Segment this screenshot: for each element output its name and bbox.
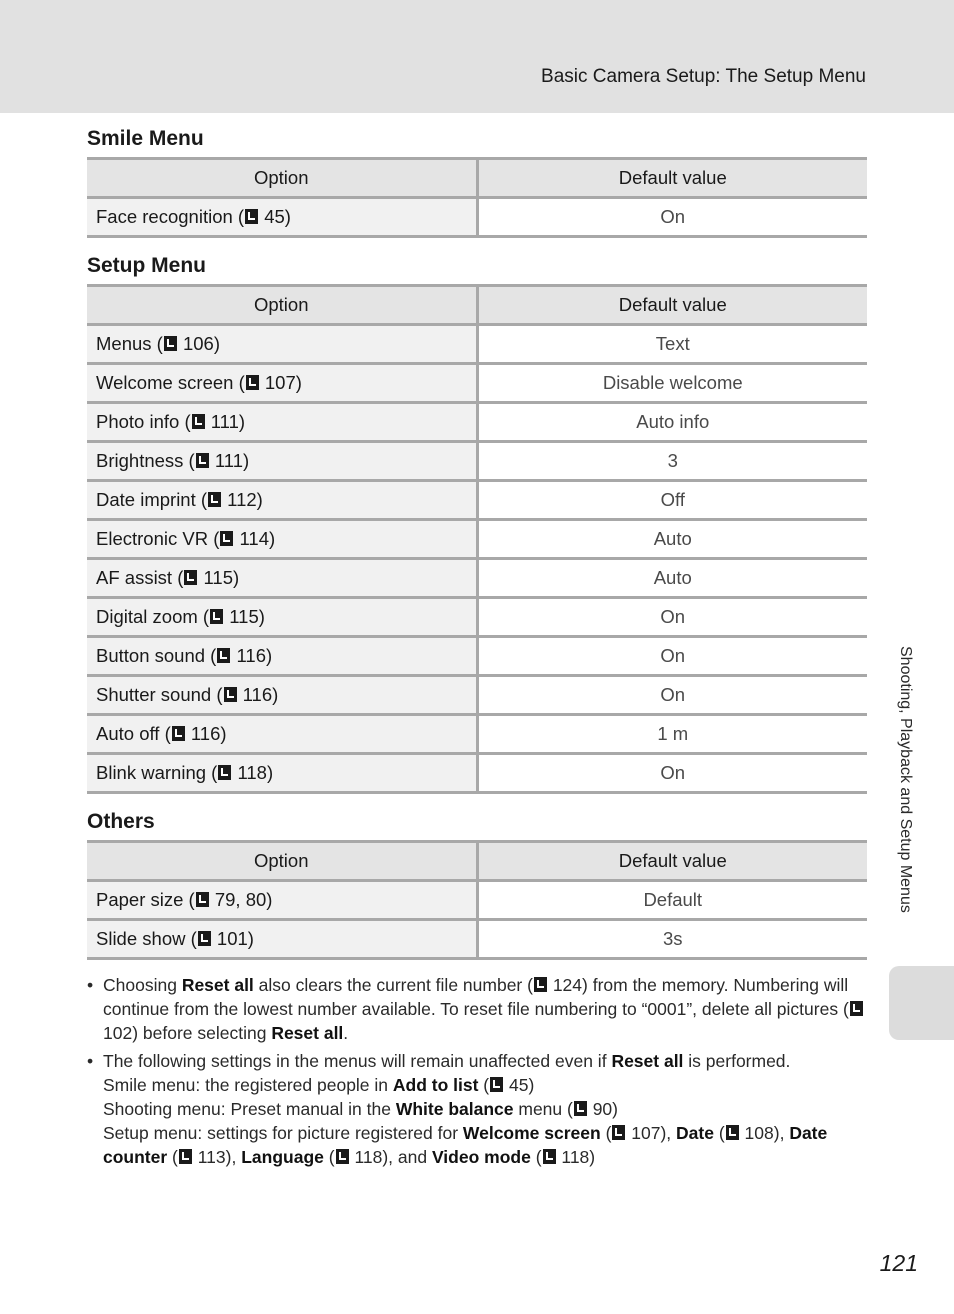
option-label: Shutter sound (: [96, 684, 223, 705]
note-text: Smile menu: the registered people in: [103, 1075, 393, 1095]
page-reference-icon: [224, 687, 237, 702]
page-reference-icon: [543, 1149, 556, 1164]
option-label: Face recognition (: [96, 206, 245, 227]
option-cell: [87, 198, 477, 237]
option-cell: [87, 637, 477, 676]
page-reference: 115): [229, 606, 265, 627]
note-emphasis: Reset all: [611, 1051, 684, 1071]
page-reference-icon: [218, 765, 231, 780]
option-label: Photo info (: [96, 411, 191, 432]
page-reference-icon: [336, 1149, 349, 1164]
page-reference-icon: [179, 1149, 192, 1164]
column-header-default: Default value: [477, 286, 867, 325]
note-emphasis: Add to list: [392, 1075, 479, 1095]
page-reference: 118): [237, 762, 274, 783]
option-label: Brightness (: [96, 450, 195, 471]
page-reference: 116): [236, 645, 273, 666]
option-label: Button sound (: [96, 645, 217, 666]
page-reference: 116): [242, 684, 279, 705]
section-title: Smile Menu: [87, 127, 204, 150]
note-text: Choosing: [103, 975, 182, 995]
page-content: [87, 124, 867, 1173]
option-cell: [87, 715, 477, 754]
note-text: The following settings in the menus will remain unaffected even if: [103, 1051, 612, 1071]
table-row: [87, 598, 867, 637]
note-text: .: [343, 1023, 349, 1043]
page-reference-icon: [198, 931, 211, 946]
note-item: [87, 973, 867, 1045]
table-row: [87, 364, 867, 403]
table-row: [87, 920, 867, 959]
column-header-option: Option: [87, 159, 477, 198]
note-text: menu (: [513, 1099, 573, 1119]
header-band: [0, 0, 954, 113]
page-reference-icon: [164, 336, 177, 351]
default-value-cell: Disable welcome: [477, 364, 867, 403]
note-text: Setup menu: settings for picture registered for: [103, 1123, 463, 1143]
page-reference: 101): [216, 928, 254, 949]
option-label: AF assist (: [96, 567, 184, 588]
page-reference-icon: [184, 570, 197, 585]
page-reference: 111): [210, 411, 246, 432]
note-emphasis: Reset all: [181, 975, 254, 995]
page-reference: 79, 80): [214, 889, 273, 910]
note-text: 90): [587, 1099, 618, 1119]
settings-table: [87, 157, 867, 238]
chapter-side-label: Shooting, Playback and Setup Menus: [897, 646, 914, 913]
page-reference-icon: [192, 414, 205, 429]
column-header-option: Option: [87, 842, 477, 881]
note-text: 118), and: [349, 1147, 432, 1167]
section-title: Setup Menu: [87, 254, 206, 277]
default-value-cell: 3: [477, 442, 867, 481]
note-emphasis: Language: [241, 1147, 324, 1167]
page-reference: 115): [203, 567, 240, 588]
table-row: [87, 325, 867, 364]
default-value-cell: On: [477, 637, 867, 676]
option-cell: [87, 676, 477, 715]
note-text: (: [600, 1123, 612, 1143]
note-text: (: [530, 1147, 542, 1167]
table-row: [87, 520, 867, 559]
option-cell: [87, 520, 477, 559]
page-reference: 107): [264, 372, 302, 393]
page-reference-icon: [245, 209, 258, 224]
page-reference-icon: [196, 453, 209, 468]
table-row: [87, 754, 867, 793]
page-reference-icon: [612, 1125, 625, 1140]
table-row: [87, 676, 867, 715]
note-text: 107),: [626, 1123, 677, 1143]
default-value-cell: On: [477, 198, 867, 237]
note-text: (: [167, 1147, 178, 1167]
default-value-cell: Default: [477, 881, 867, 920]
default-value-cell: 3s: [477, 920, 867, 959]
page-reference-icon: [172, 726, 185, 741]
option-label: Slide show (: [96, 928, 197, 949]
note-text: (: [323, 1147, 335, 1167]
page-reference: 116): [190, 723, 227, 744]
column-header-default: Default value: [477, 159, 867, 198]
option-cell: [87, 881, 477, 920]
option-label: Auto off (: [96, 723, 171, 744]
table-header-row: [87, 842, 867, 881]
note-text: 45): [504, 1075, 535, 1095]
default-value-cell: Auto: [477, 559, 867, 598]
page-reference-icon: [726, 1125, 739, 1140]
page-reference-icon: [196, 892, 209, 907]
note-emphasis: Video mode: [431, 1147, 531, 1167]
table-header-row: [87, 159, 867, 198]
note-text: 102) before selecting: [103, 1023, 272, 1043]
page-reference-icon: [210, 609, 223, 624]
page-header-title: Basic Camera Setup: The Setup Menu: [541, 66, 866, 87]
note-text: also clears the current file number (: [253, 975, 533, 995]
note-emphasis: Date counter: [103, 1123, 828, 1167]
note-emphasis: Welcome screen: [462, 1123, 601, 1143]
notes: [87, 973, 867, 1169]
column-header-option: Option: [87, 286, 477, 325]
option-cell: [87, 559, 477, 598]
table-row: [87, 559, 867, 598]
page-number: 121: [879, 1250, 918, 1276]
note-text: (: [478, 1075, 490, 1095]
page-reference-icon: [220, 531, 233, 546]
option-cell: [87, 364, 477, 403]
default-value-cell: 1 m: [477, 715, 867, 754]
default-value-cell: Text: [477, 325, 867, 364]
settings-table: [87, 284, 867, 794]
note-text: 108),: [739, 1123, 790, 1143]
page-reference: 112): [227, 489, 263, 510]
note-text: 118): [556, 1147, 596, 1167]
option-cell: [87, 754, 477, 793]
note-text: (: [713, 1123, 725, 1143]
settings-table: [87, 840, 867, 960]
default-value-cell: Auto info: [477, 403, 867, 442]
option-label: Date imprint (: [96, 489, 208, 510]
option-label: Electronic VR (: [96, 528, 220, 549]
table-row: [87, 403, 867, 442]
default-value-cell: Off: [477, 481, 867, 520]
page-reference-icon: [490, 1077, 503, 1092]
option-cell: [87, 920, 477, 959]
page-reference-icon: [208, 492, 221, 507]
default-value-cell: On: [477, 676, 867, 715]
note-text: Shooting menu: Preset manual in the: [103, 1099, 396, 1119]
option-cell: [87, 481, 477, 520]
table-row: [87, 442, 867, 481]
table-row: [87, 481, 867, 520]
option-label: Digital zoom (: [96, 606, 210, 627]
page-reference-icon: [534, 977, 547, 992]
note-emphasis: Reset all: [271, 1023, 344, 1043]
table-row: [87, 715, 867, 754]
option-cell: [87, 442, 477, 481]
page-reference: 106): [182, 333, 220, 354]
note-item: [87, 1049, 867, 1169]
page-reference: 111): [214, 450, 250, 471]
page-reference: 114): [239, 528, 276, 549]
note-text: 113),: [192, 1147, 242, 1167]
column-header-default: Default value: [477, 842, 867, 881]
note-text: is performed.: [683, 1051, 791, 1071]
page-reference-icon: [574, 1101, 587, 1116]
table-row: [87, 881, 867, 920]
option-label: Blink warning (: [96, 762, 218, 783]
option-cell: [87, 598, 477, 637]
option-cell: [87, 403, 477, 442]
default-value-cell: On: [477, 598, 867, 637]
section-title: Others: [87, 810, 155, 833]
default-value-cell: Auto: [477, 520, 867, 559]
table-header-row: [87, 286, 867, 325]
default-value-cell: On: [477, 754, 867, 793]
note-emphasis: Date: [676, 1123, 714, 1143]
page-reference-icon: [246, 375, 259, 390]
option-label: Menus (: [96, 333, 163, 354]
page-reference: 45): [264, 206, 291, 227]
chapter-tab: [889, 966, 954, 1040]
table-row: [87, 637, 867, 676]
page-reference-icon: [850, 1001, 863, 1016]
option-label: Welcome screen (: [96, 372, 245, 393]
option-label: Paper size (: [96, 889, 195, 910]
note-emphasis: White balance: [395, 1099, 514, 1119]
table-row: [87, 198, 867, 237]
note-text: 124) from the memory. Numbering will continue from the lowest number available. To reset file numbering to “0001”, delete all pictures (: [103, 975, 849, 1019]
page-reference-icon: [217, 648, 230, 663]
option-cell: [87, 325, 477, 364]
